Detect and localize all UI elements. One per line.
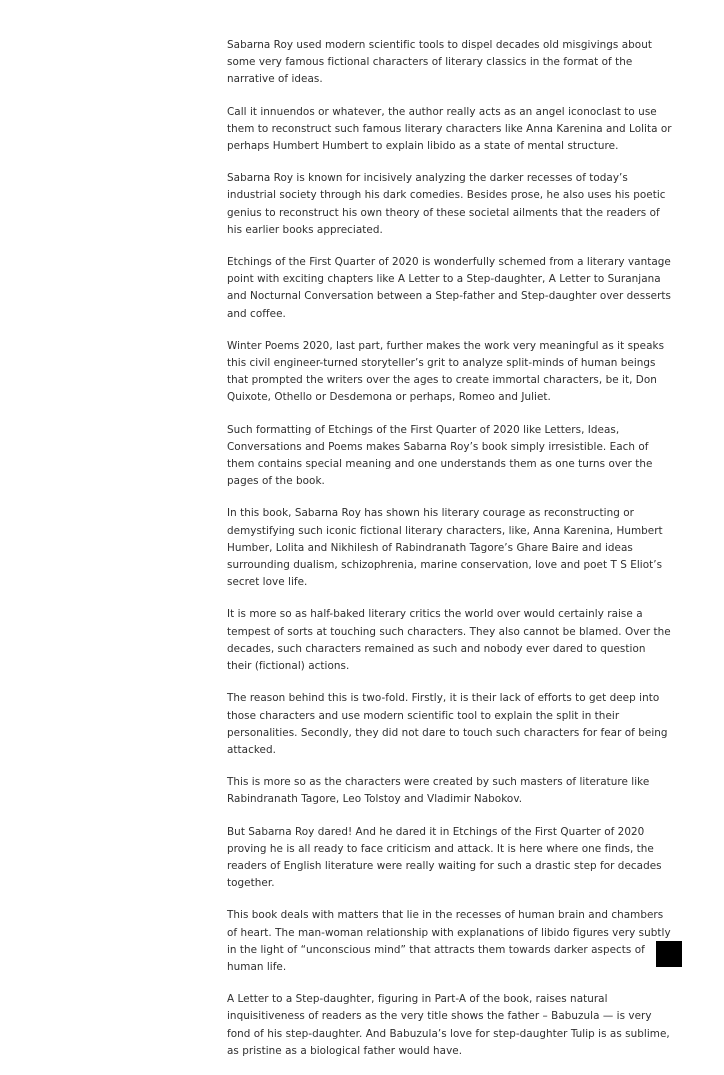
paragraph-10: This is more so as the characters were created by such masters of literature like Rabindranath Tagore, Leo Tolstoy and Vladimir Nabokov. <box>227 776 650 806</box>
paragraph-1: Sabarna Roy used modern scientific tools to dispel decades old misgivings about some very famous fictional characters of literary classics in the format of the narrative of ideas. <box>227 39 652 86</box>
paragraph-9: The reason behind this is two-fold. Firstly, it is their lack of efforts to get deep into those characters and use modern scientific tool to explain the split in their personalities. Secondly, they did not dare to touch such characters for fear of being attacked. <box>227 692 668 756</box>
paragraph-7: In this book, Sabarna Roy has shown his literary courage as reconstructing or demystifying such iconic fictional literary characters, like, Anna Karenina, Humbert Humber, Lolita and Nikhilesh of Rabindranath Tagore’s Ghare Baire and ideas surrounding dualism, schizophrenia, marine conservation, love and poet T S Eliot’s secret love life. <box>227 507 663 589</box>
paragraph-6: Such formatting of Etchings of the First Quarter of 2020 like Letters, Ideas, Conversations and Poems makes Sabarna Roy’s book simply irresistible. Each of them contains special meaning and one understands them as one turns over the pages of the book. <box>227 423 653 488</box>
body-text <box>227 37 673 1075</box>
paragraph-8: It is more so as half-baked literary critics the world over would certainly raise a tempest of sorts at touching such characters. They also cannot be blamed. Over the decades, such characters remained as such and nobody ever dared to question their (fictional) actions. <box>227 608 671 673</box>
paragraph-4: Etchings of the First Quarter of 2020 is wonderfully schemed from a literary vantage point with exciting chapters like A Letter to a Step-daughter, A Letter to Suranjana and Nocturnal Conversation between a Step-father and Step-daughter over desserts and coffee. <box>227 256 672 320</box>
corner-marker <box>656 941 682 967</box>
paragraph-13: A Letter to a Step-daughter, figuring in Part-A of the book, raises natural inquisitiveness of readers as the very title shows the father – Babuzula — is very fond of his step-daughter. And Babuzula’s love for step-daughter Tulip is as sublime, as pristine as a biological father would have. <box>227 993 670 1057</box>
paragraph-5: Winter Poems 2020, last part, further makes the work very meaningful as it speaks this civil engineer-turned storyteller’s grit to analyze split-minds of human beings that prompted the writers over the ages to create immortal characters, be it, Don Quixote, Othello or Desdemona or perhaps, Romeo and Juliet. <box>227 339 665 404</box>
paragraph-3: Sabarna Roy is known for incisively analyzing the darker recesses of today’s industrial society through his dark comedies. Besides prose, he also uses his poetic genius to reconstruct his own theory of these societal ailments that the readers of his earlier books appreciated. <box>227 172 666 236</box>
paragraph-12: This book deals with matters that lie in the recesses of human brain and chambers of heart. The man-woman relationship with explanations of libido figures very subtly in the light of “unconscious mind” that attracts them towards darker aspects of human life. <box>227 909 671 973</box>
paragraph-2: Call it innuendos or whatever, the author really acts as an angel iconoclast to use them to reconstruct such famous literary characters like Anna Karenina and Lolita or perhaps Humbert Humbert to explain libido as a state of mental structure. <box>227 105 672 153</box>
paragraph-11: But Sabarna Roy dared! And he dared it in Etchings of the First Quarter of 2020 proving he is all ready to face criticism and attack. It is here where one finds, the readers of English literature were really waiting for such a drastic step for decades together. <box>227 825 662 890</box>
